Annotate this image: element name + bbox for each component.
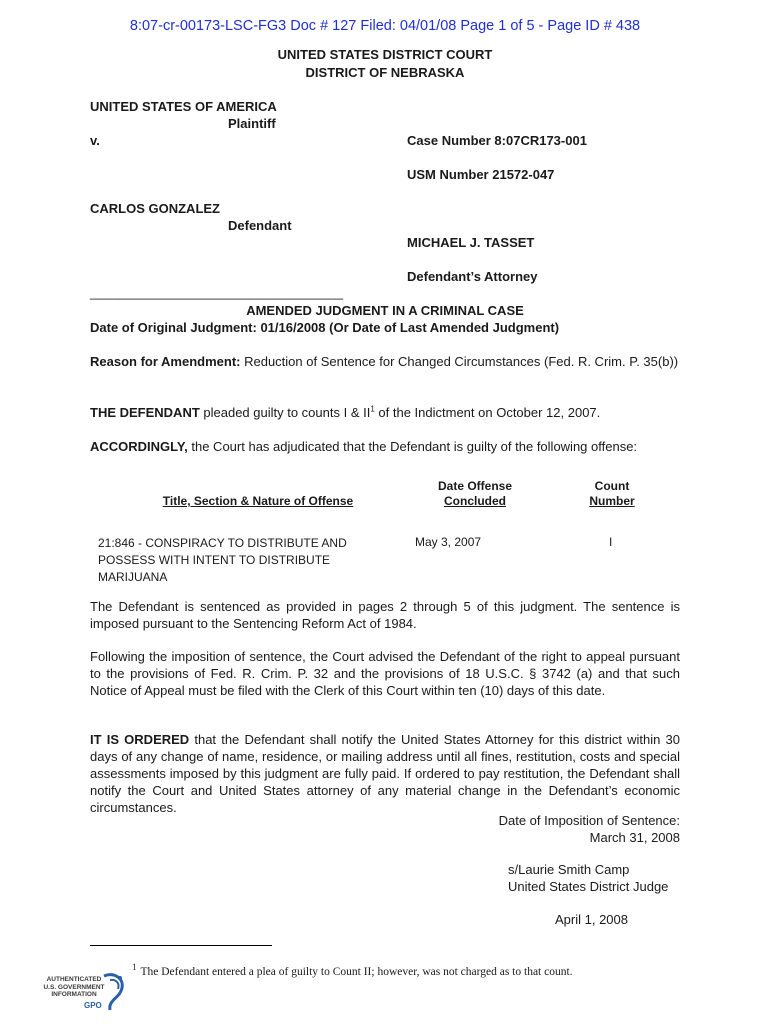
footnote-rule [90,945,272,946]
sentencing-paragraph: The Defendant is sentenced as provided in pages 2 through 5 of this judgment. The sentence is imposed pursuant to the Sentencing Reform Act of 1984. [90,599,680,631]
gpo-mark: GPO [84,1001,102,1010]
signature-title: United States District Judge [508,879,669,894]
footnote [132,962,573,978]
reason-label: Reason for Amendment: [90,354,241,369]
header-date-line2: Concluded [444,494,506,508]
imposition-date: March 31, 2008 [589,830,680,845]
defendant-plea [90,404,680,421]
signature-name: s/Laurie Smith Camp [508,862,630,877]
ordered-text: that the Defendant shall notify the United States Attorney for this district within 30 days of any change of name, residence, or mailing address until all fines, restitution, costs and special assessments imposed by this judgment are fully paid. If ordered to pay restitution, the Defendant shall notify the Court and United States attorney of any material change in the Defendant’s economic circumstances. [90,732,680,815]
gpo-line1: AUTHENTICATED [46,976,102,983]
header-count-number [572,479,652,509]
versus: v. [90,133,100,148]
accordingly-label: ACCORDINGLY, [90,439,188,454]
reason-for-amendment [90,353,680,370]
attorney-name: MICHAEL J. TASSET [407,235,535,250]
header-date-concluded [405,479,545,509]
case-number: Case Number 8:07CR173-001 [407,133,587,148]
footnote-text: The Defendant entered a plea of guilty to Count II; however, was not charged as to that count. [140,965,573,978]
gpo-line2: U.S. GOVERNMENT [43,983,105,991]
caption-rule: ___________________________________ [90,285,344,300]
document-stamp: 8:07-cr-00173-LSC-FG3 Doc # 127 Filed: 04/01/08 Page 1 of 5 - Page ID # 438 [129,18,641,34]
appeal-paragraph: Following the imposition of sentence, the Court advised the Defendant of the right to appeal pursuant to the provisions of Fed. R. Crim. P. 32 and the provisions of 18 U.S.C. § 3742 (a) and that such Notice of Appeal must be filed with the Clerk of this Court within ten (10) days of this date. [90,649,680,698]
offense-description: 21:846 - CONSPIRACY TO DISTRIBUTE AND POSSESS WITH INTENT TO DISTRIBUTE MARIJUANA [98,536,347,584]
accordingly-text: the Court has adjudicated that the Defendant is guilty of the following offense: [187,439,638,454]
header-offense-title [128,494,388,509]
gpo-eagle-icon [100,970,128,1016]
plaintiff-name: UNITED STATES OF AMERICA [90,99,277,114]
defendant-label: THE DEFENDANT [90,405,200,420]
accordingly-statement [90,438,680,455]
header-count-line2: Number [589,494,635,508]
usm-number: USM Number 21572-047 [407,167,555,182]
header-count-line1: Count [594,479,630,493]
defendant-role: Defendant [228,218,292,233]
footnote-mark: 1 [132,962,137,972]
original-judgment-date: Date of Original Judgment: 01/16/2008 (Or Date of Last Amended Judgment) [90,320,560,335]
plaintiff-role: Plaintiff [228,116,276,131]
imposition-label: Date of Imposition of Sentence: [498,813,680,828]
footnote-ref: 1 [370,404,375,414]
defendant-text-b: of the Indictment on October 12, 2007. [374,405,601,420]
attorney-role: Defendant’s Attorney [407,269,538,284]
offense-date: May 3, 2007 [415,535,482,549]
ordered-label: IT IS ORDERED [90,732,190,747]
gpo-line3: INFORMATION [51,991,97,998]
judgment-title: AMENDED JUDGMENT IN A CRIMINAL CASE [246,303,524,318]
court-district: DISTRICT OF NEBRASKA [305,65,465,80]
offense-count: I [609,535,613,549]
defendant-name: CARLOS GONZALEZ [90,201,220,216]
header-offense-title-text: Title, Section & Nature of Offense [162,494,354,508]
signature-date: April 1, 2008 [555,912,628,927]
court-name: UNITED STATES DISTRICT COURT [277,47,493,62]
reason-text: Reduction of Sentence for Changed Circumstances (Fed. R. Crim. P. 35(b)) [240,354,679,369]
gpo-authentication-logo [38,970,138,1018]
ordered-paragraph [90,731,680,816]
header-date-line1: Date Offense [437,479,513,493]
defendant-text-a: pleaded guilty to counts I & II [199,405,371,420]
